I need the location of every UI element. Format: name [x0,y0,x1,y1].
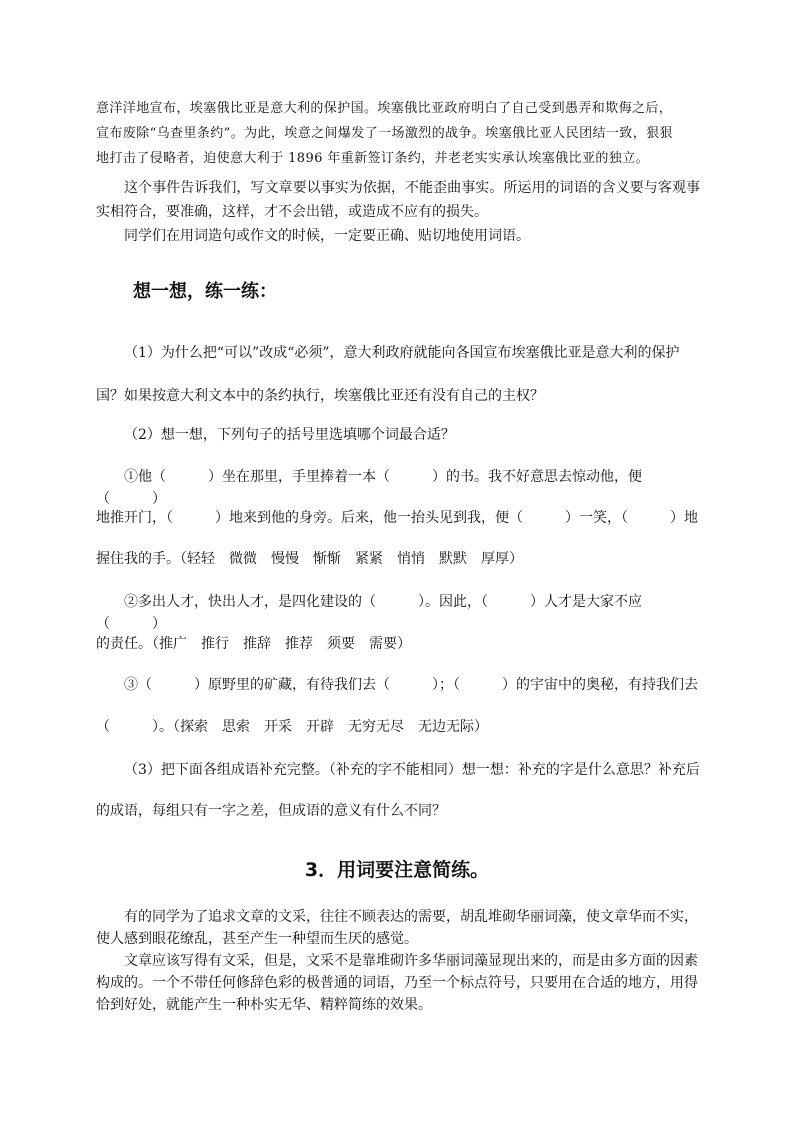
sentence-1-line: ①他（ ）坐在那里，手里捧着一本（ ）的书。我不好意思去惊动他，便（ ） [96,469,642,507]
story-paragraph [96,96,700,171]
question-2: （2）想一想，下列句子的括号里选填哪个词最合适？ [124,427,455,443]
question-3-line: 的成语，每组只有一字之差，但成语的意义有什么不同？ [96,803,446,819]
question-3-line: （3）把下面各组成语补充完整。（补充的字不能相同）想一想：补充的字是什么意思？补充后 [124,762,700,778]
question-1-line: 国？如果按意大利文本中的条约执行，埃塞俄比亚还有没有自己的主权？ [96,388,544,404]
practice-heading: 想一想，练一练： [133,281,277,302]
lesson-paragraphs [96,176,700,248]
lesson-paragraph: 这个事件告诉我们，写文章要以事实为依据，不能歪曲事实。所运用的词语的含义要与客观事实相符合，要准确，这样，才不会出错，或造成不应有的损失。 [96,180,700,220]
sentence-2-options: 的责任。（推广 推行 推辞 推荐 须要 需要） [96,636,411,652]
section-paragraphs [96,906,700,1016]
sentence-1-line: 地推开门，（ ）地来到他的身旁。后来，他一抬头见到我，便（ ）一笑，（ ）地 [96,510,698,526]
question-1-line: （1）为什么把“可以”改成“必须”，意大利政府就能向各国宣布埃塞俄比亚是意大利的保护 [124,345,680,361]
sentence-2-line: ②多出人才，快出人才，是四化建设的（ ）。因此，（ ）人才是大家不应（ ） [96,594,642,632]
lesson-paragraph: 同学们在用词造句或作文的时候，一定要正确、贴切地使用词语。 [124,228,530,244]
sentence-3-line: ③（ ）原野里的矿藏，有待我们去（ ）；（ ）的宇宙中的奥秘，有持我们去 [124,677,698,693]
section-paragraph: 文章应该写得有文采，但是，文采不是靠堆砌许多华丽词藻显现出来的，而是由多方面的因素构成的。一个不带任何修辞色彩的极普通的词语，乃至一个标点符号，只要用在合适的地方，用得恰到好处，就能产生一种朴实无华、精粹简练的效果。 [96,953,698,1013]
story-line: 宣布废除“乌查里条约”。为此，埃意之间爆发了一场激烈的战争。埃塞俄比亚人民团结一致，狠狠 [96,126,673,141]
section-heading: 3．用词要注意简练。 [304,859,490,881]
section-paragraph: 有的同学为了追求文章的文采，往往不顾表达的需要，胡乱堆砌华丽词藻，使文章华而不实，使人感到眼花缭乱，甚至产生一种望而生厌的感觉。 [96,909,698,947]
sentence-3-options: （ ）。（探索 思索 开采 开辟 无穷无尽 无边无际） [96,719,488,735]
story-line: 意洋洋地宣布，埃塞俄比亚是意大利的保护国。埃塞俄比亚政府明白了自己受到愚弄和欺侮之后， [96,101,673,116]
sentence-1-options: 握住我的手。（轻轻 微微 慢慢 惭惭 紧紧 悄悄 默默 厚厚） [96,551,523,567]
story-line: 地打击了侵略者，迫使意大利于 1896 年重新签订条约，并老老实实承认埃塞俄比亚的独立。 [96,151,649,166]
